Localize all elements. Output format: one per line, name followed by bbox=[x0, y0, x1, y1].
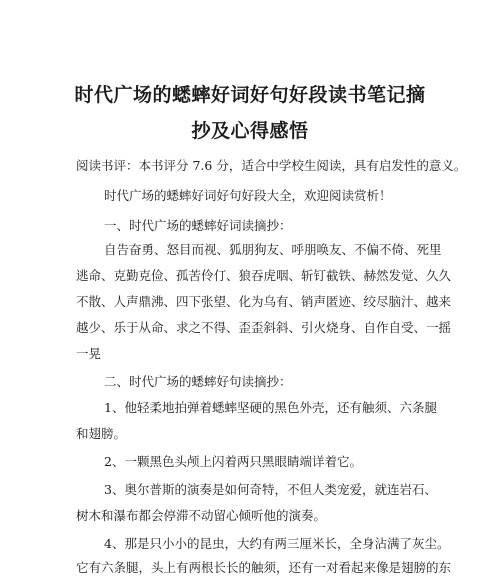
words-line: 自告奋勇、怒目而视、狐朋狗友、呼朋唤友、不偏不倚、死里 bbox=[104, 242, 442, 257]
words-line: 越少、乐于从命、求之不得、歪歪斜斜、引火烧身、自作自受、一摇 bbox=[76, 320, 452, 335]
sentence-3-line-2: 树木和瀑布都会停滞不动留心倾听他的演奏。 bbox=[76, 508, 327, 523]
sentence-4-line-1: 4、那是只小小的昆虫，大约有两三厘米长，全身沾满了灰尘。 bbox=[104, 536, 450, 551]
book-review-intro: 阅读书评：本书评分 7.6 分，适合中学校生阅读，具有启发性的意义。 bbox=[76, 158, 467, 173]
words-line: 不散、人声鼎沸、四下张望、化为乌有、销声匿迹、绞尽脑汁、越来 bbox=[76, 294, 452, 309]
sentence-1-line-1: 1、他轻柔地拍弹着蟋蟀坚硬的黑色外壳，还有触须、六条腿 bbox=[104, 400, 437, 415]
sentence-2: 2、一颗黑色头颅上闪着两只黑眼睛端详着它。 bbox=[104, 454, 362, 469]
sentence-1-line-2: 和翅膀。 bbox=[76, 426, 127, 441]
document-title-line-1: 时代广场的蟋蟀好词好句好段读书笔记摘 bbox=[74, 84, 426, 106]
sentence-3-line-1: 3、奥尔普斯的演奏是如何奇特，不但人类宠爱，就连岩石、 bbox=[104, 482, 437, 497]
section-heading-sentences: 二、时代广场的蟋蟀好句读摘抄： bbox=[104, 374, 292, 389]
sentence-4-line-2: 它有六条腿，头上有两根长长的触须，还有一对看起来像是翅膀的东 bbox=[76, 560, 452, 575]
document-title-line-2: 抄及心得感悟 bbox=[191, 120, 309, 142]
section-heading-words: 一、时代广场的蟋蟀好词读摘抄： bbox=[104, 218, 292, 233]
words-line: 逃命、克勤克俭、孤苦伶仃、狼吞虎咽、斩钉截铁、赫然发觉、久久 bbox=[76, 268, 452, 283]
words-line: 一晃 bbox=[76, 346, 102, 361]
welcome-paragraph: 时代广场的蟋蟀好词好句好段大全，欢迎阅读赏析！ bbox=[104, 188, 392, 203]
